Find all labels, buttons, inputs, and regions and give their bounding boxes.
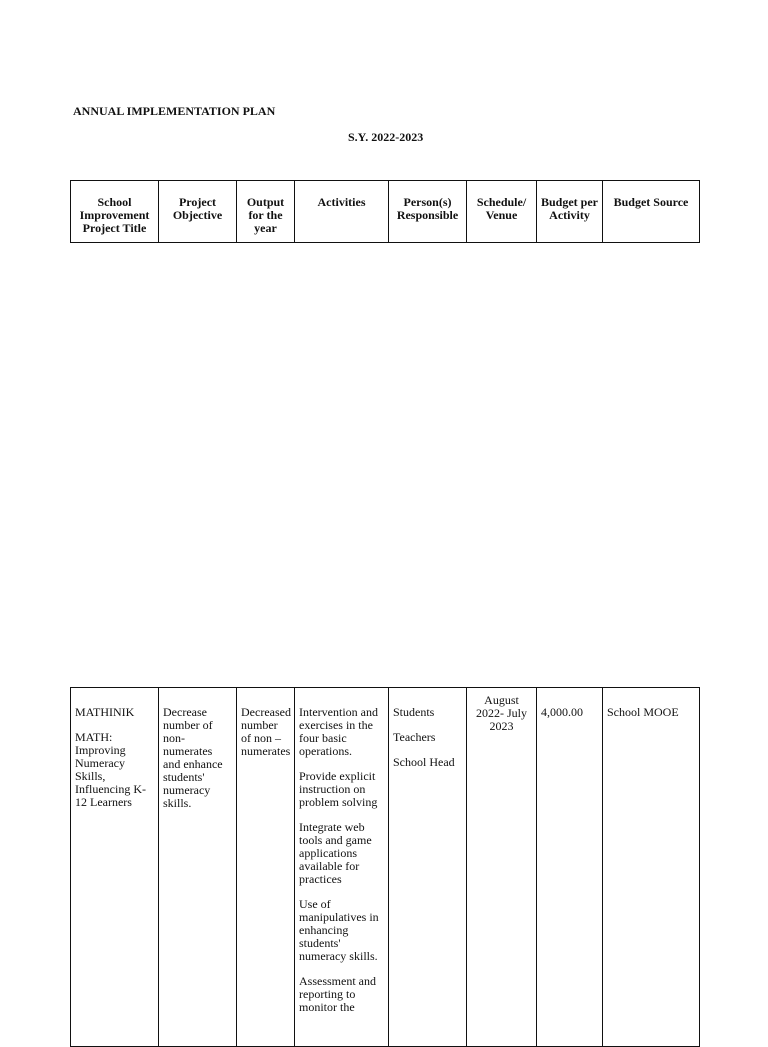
activity-item: Provide explicit instruction on problem solving bbox=[299, 769, 378, 809]
cell-project-title bbox=[71, 688, 159, 1047]
cell-output bbox=[237, 688, 295, 1047]
header-budget-per-activity: Budget per Activity bbox=[537, 181, 603, 243]
cell-activities bbox=[295, 688, 389, 1047]
header-project-title: School Improvement Project Title bbox=[71, 181, 159, 243]
objective-text: Decrease number of non-numerates and enhance students' numeracy skills. bbox=[163, 705, 223, 810]
cell-schedule bbox=[467, 688, 537, 1047]
activity-item: Assessment and reporting to monitor the bbox=[299, 974, 376, 1014]
header-persons-responsible: Person(s) Responsible bbox=[389, 181, 467, 243]
cell-budget bbox=[537, 688, 603, 1047]
cell-budget-source bbox=[603, 688, 700, 1047]
header-row bbox=[71, 181, 700, 243]
output-text: Decreased number of non – numerates bbox=[241, 705, 291, 758]
person-item: Teachers bbox=[393, 730, 436, 744]
project-title-line1: MATHINIK bbox=[75, 705, 135, 719]
person-item: School Head bbox=[393, 755, 455, 769]
header-project-objective: Project Objective bbox=[159, 181, 237, 243]
header-schedule-venue: Schedule/ Venue bbox=[467, 181, 537, 243]
activity-item: Use of manipulatives in enhancing students' numeracy skills. bbox=[299, 897, 379, 963]
schedule-text: August 2022- July 2023 bbox=[476, 693, 527, 733]
header-activities: Activities bbox=[295, 181, 389, 243]
person-item: Students bbox=[393, 705, 435, 719]
cell-objective bbox=[159, 688, 237, 1047]
plan-body-table bbox=[70, 687, 700, 1047]
budget-source-text: School MOOE bbox=[607, 705, 679, 719]
project-title-line2: MATH: Improving Numeracy Skills, Influencing K-12 Learners bbox=[75, 730, 146, 809]
table-row bbox=[71, 688, 700, 1047]
school-year: S.Y. 2022-2023 bbox=[348, 130, 424, 144]
cell-persons bbox=[389, 688, 467, 1047]
plan-header-table bbox=[70, 180, 700, 243]
activity-item: Intervention and exercises in the four basic operations. bbox=[299, 705, 378, 758]
header-output: Output for the year bbox=[237, 181, 295, 243]
document-title: ANNUAL IMPLEMENTATION PLAN bbox=[73, 104, 276, 118]
budget-text: 4,000.00 bbox=[541, 705, 583, 719]
header-budget-source: Budget Source bbox=[603, 181, 700, 243]
activity-item: Integrate web tools and game applications available for practices bbox=[299, 820, 372, 886]
